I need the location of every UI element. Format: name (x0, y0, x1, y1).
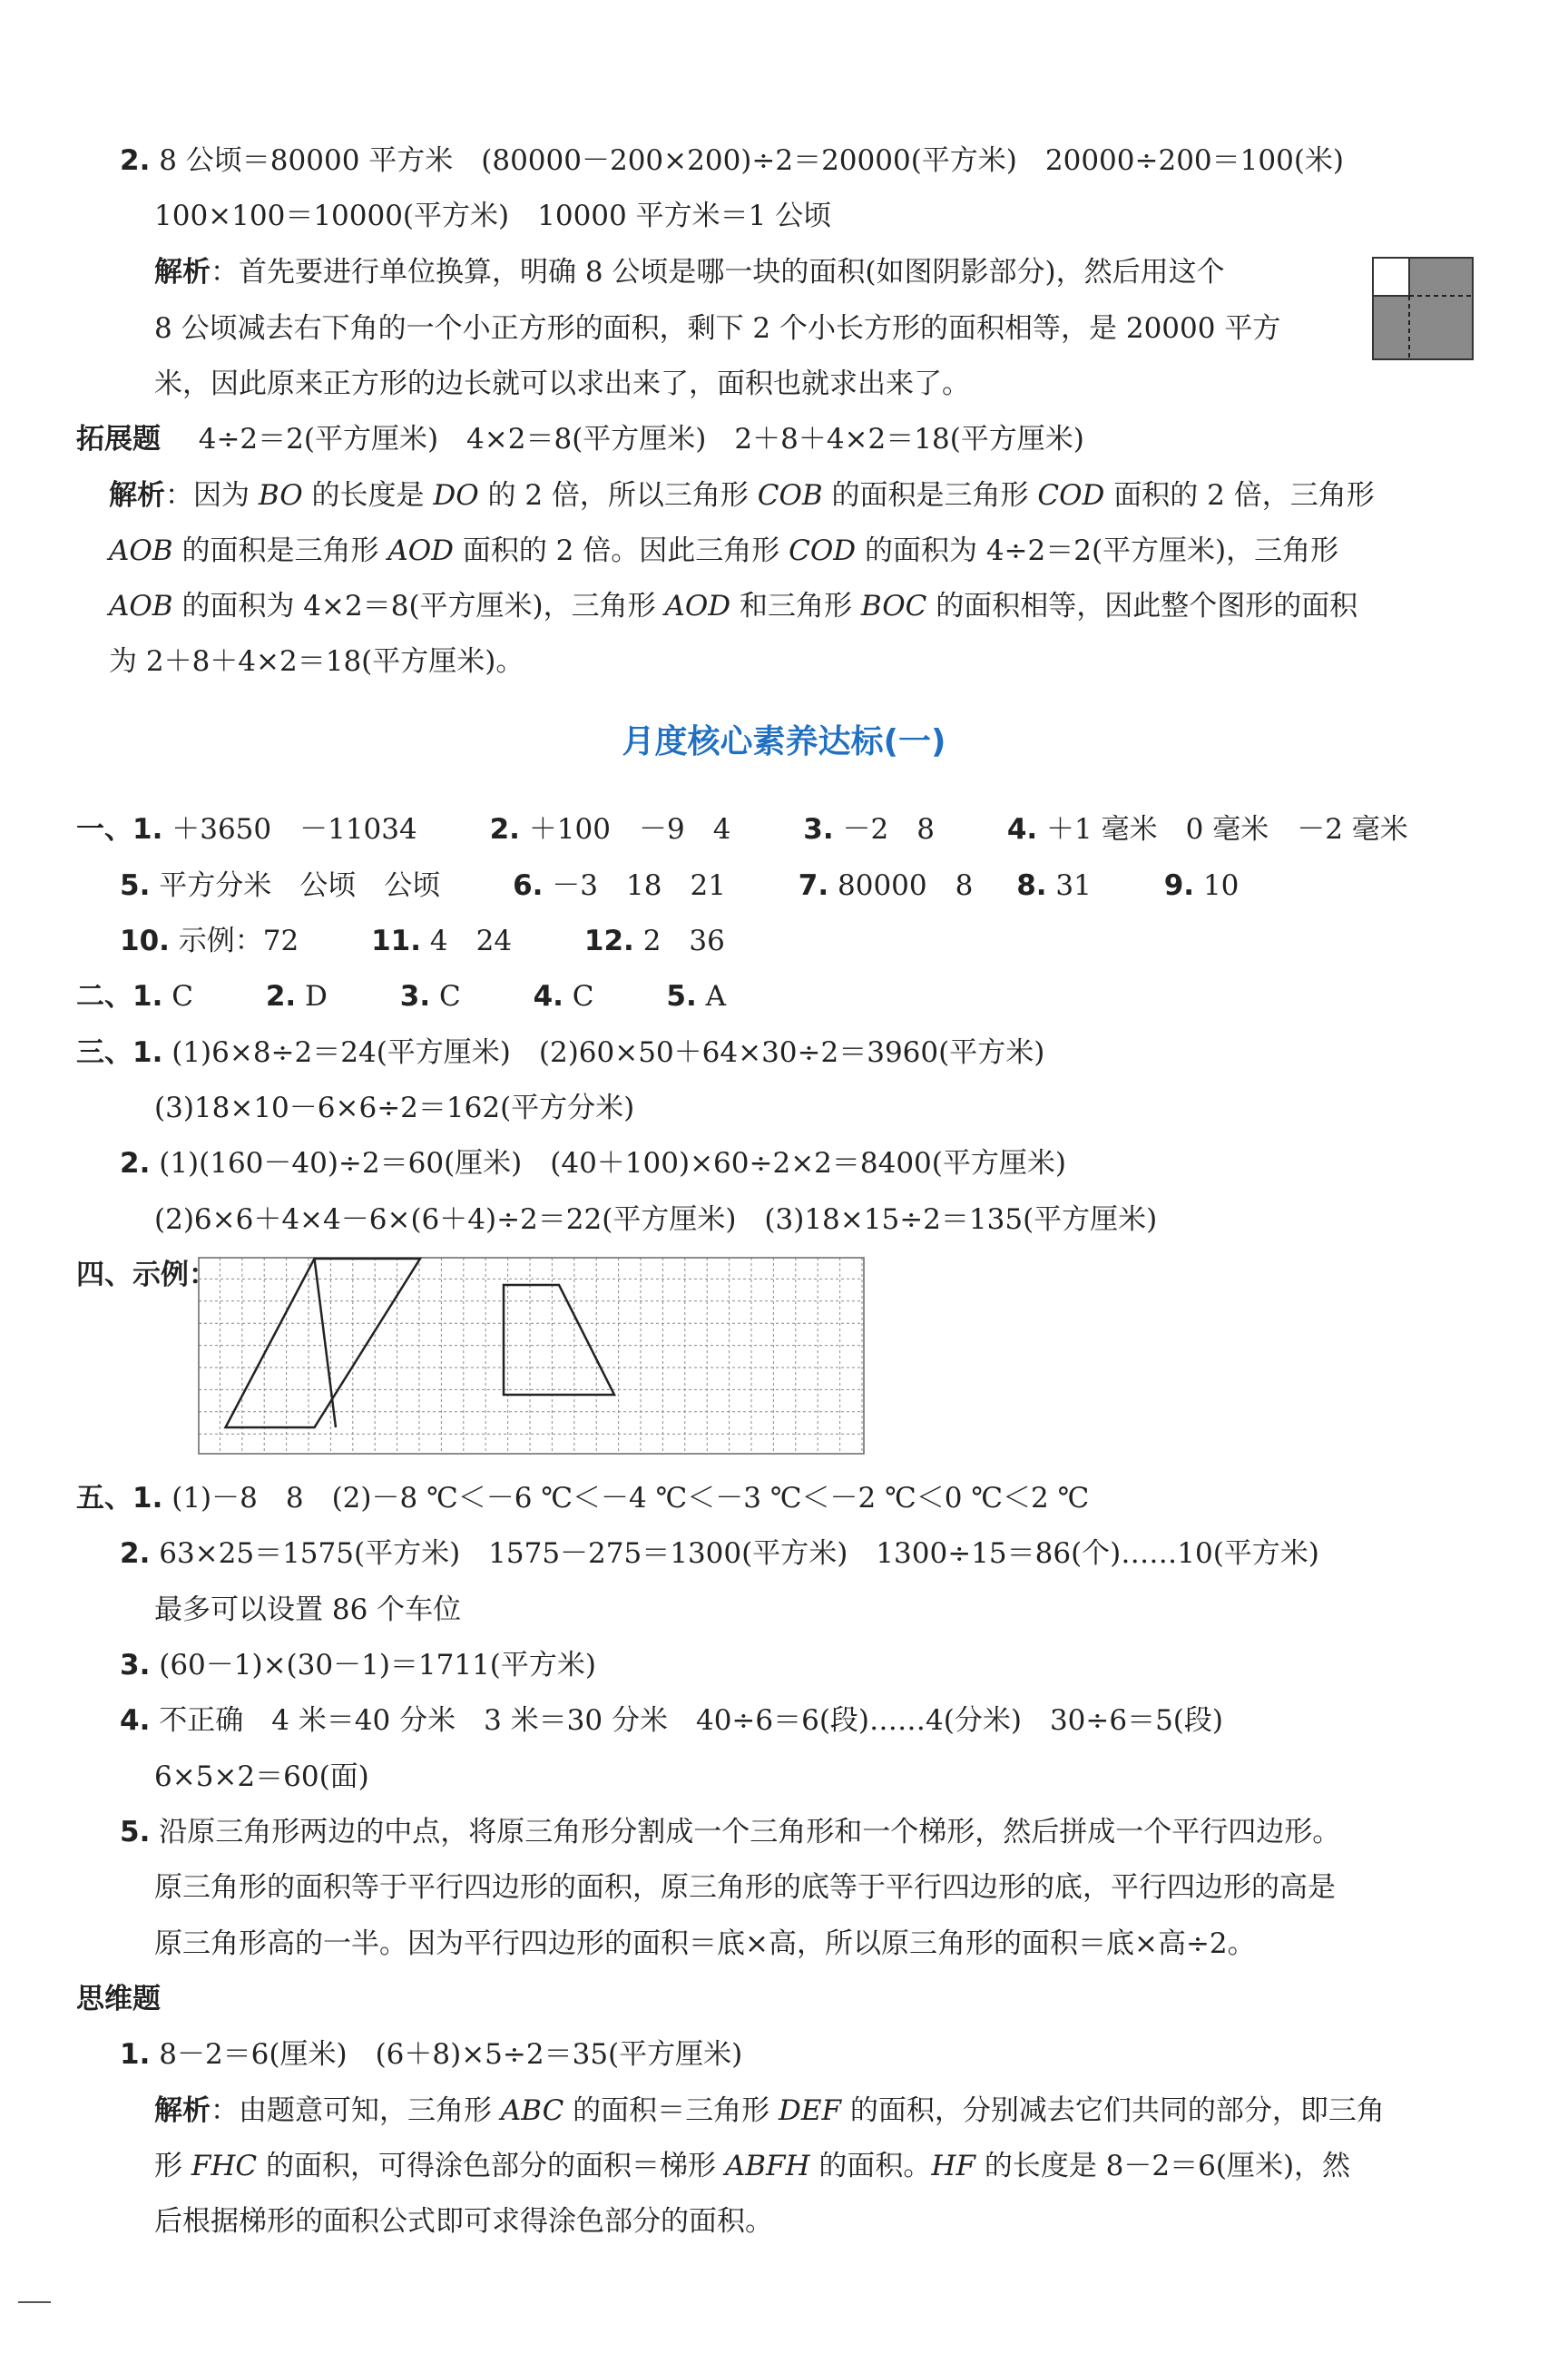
t: 和三角形 (730, 590, 861, 623)
analysis-text: 8 公顷减去右下角的一个小正方形的面积，剩下 2 个小长方形的面积相等，是 20000 平方 (154, 312, 1281, 345)
extension-analysis-1 (109, 476, 1375, 515)
var: DO (433, 479, 479, 512)
answer: C (438, 980, 461, 1013)
answer: 80000 8 (838, 869, 974, 902)
extension-question (76, 419, 1084, 459)
thinking-label: 思维题 (76, 1983, 161, 2015)
var: BO (258, 479, 303, 512)
answer: 平方分米 公顷 公顷 (159, 869, 441, 902)
thinking-line-1 (120, 2034, 742, 2074)
answer: 沿原三角形两边的中点，将原三角形分割成一个三角形和一个梯形，然后拼成一个平行四边形。 (159, 1816, 1341, 1848)
t: 的面积是三角形 (822, 479, 1038, 512)
answer: 最多可以设置 86 个车位 (154, 1593, 462, 1626)
part5-line-9 (154, 1924, 1256, 1964)
t: 的面积。 (809, 2150, 932, 2182)
t: 的面积是三角形 (172, 534, 388, 567)
answer-text: 8 公顷＝80000 平方米 (80000－200×200)÷2＝20000(平方米) 20000÷200＝100(米) (159, 144, 1345, 177)
t: 的面积，分别减去它们共同的部分，即三角 (841, 2094, 1385, 2127)
question-number: 5. (120, 1816, 151, 1848)
answer: 示例：72 (178, 925, 299, 957)
extension-answer: 4÷2＝2(平方厘米) 4×2＝8(平方厘米) 2＋8＋4×2＝18(平方厘米) (198, 423, 1084, 456)
analysis-label: 解析 (109, 479, 165, 512)
answer: ＋100 －9 4 (528, 813, 731, 846)
answer: 8－2＝6(厘米) (6＋8)×5÷2＝35(平方厘米) (159, 2038, 743, 2071)
t: 的面积，可得涂色部分的面积＝梯形 (257, 2150, 725, 2182)
analysis-line-2 (154, 309, 1280, 348)
t: 后根据梯形的面积公式即可求得涂色部分的面积。 (154, 2205, 773, 2238)
var: DEF (779, 2094, 842, 2127)
analysis-line-1 (154, 252, 1225, 292)
extension-analysis-4 (109, 642, 524, 681)
t: 的面积为 4×2＝8(平方厘米)，三角形 (172, 590, 665, 623)
answer: (1)－8 8 (2)－8 ℃＜－6 ℃＜－4 ℃＜－3 ℃＜－2 ℃＜0 ℃＜2 ℃ (172, 1482, 1090, 1515)
part-label: 二、 (76, 980, 132, 1013)
parallelogram-cut-line (315, 1259, 337, 1427)
part-label: 四、示例： (76, 1259, 217, 1291)
t: 为 2＋8＋4×2＝18(平方厘米)。 (109, 645, 524, 678)
thinking-analysis-2 (154, 2146, 1350, 2186)
analysis-line-3 (154, 364, 970, 404)
part5-line-2 (120, 1534, 1319, 1574)
part3-line-3 (120, 1143, 1066, 1183)
analysis-label: 解析 (154, 2094, 211, 2127)
answer: 31 (1055, 869, 1092, 902)
t: 面积的 2 倍。因此三角形 (453, 534, 789, 567)
thinking-analysis-1 (154, 2091, 1385, 2131)
answer: (60－1)×(30－1)＝1711(平方米) (159, 1649, 596, 1681)
t: 形 (154, 2150, 191, 2182)
question-number: 1. (132, 1036, 163, 1069)
question-number: 12. (583, 925, 634, 957)
answer: 63×25＝1575(平方米) 1575－275＝1300(平方米) 1300÷15＝86(个)……10(平方米) (159, 1537, 1319, 1570)
question-number: 2. (120, 144, 151, 177)
answer: －3 18 21 (552, 869, 726, 902)
question-number: 9. (1163, 869, 1195, 902)
part1-line-1 (76, 809, 1408, 849)
question-number: 8. (1016, 869, 1047, 902)
part5-line-7 (120, 1812, 1340, 1852)
answer: 原三角形高的一半。因为平行四边形的面积＝底×高，所以原三角形的面积＝底×高÷2。 (154, 1927, 1256, 1960)
question-number: 3. (120, 1649, 151, 1681)
var: COD (789, 534, 857, 567)
question-number: 4. (120, 1704, 151, 1737)
part5-line-5 (120, 1701, 1223, 1740)
question-number: 3. (399, 980, 431, 1013)
question-number: 4. (1006, 813, 1038, 846)
parallelogram-shape (226, 1259, 421, 1427)
var: HF (931, 2150, 975, 2182)
extension-analysis-3 (109, 586, 1357, 626)
part5-line-1 (76, 1478, 1089, 1518)
thinking-label-line (76, 1979, 161, 2019)
t: 的长度是 8－2＝6(厘米)，然 (975, 2150, 1351, 2182)
answer-text: 100×100＝10000(平方米) 10000 平方米＝1 公顷 (154, 200, 832, 232)
part5-line-3 (154, 1590, 461, 1630)
var: AOB (109, 534, 173, 567)
t: 的长度是 (302, 479, 434, 512)
answer: C (572, 980, 594, 1013)
question-number: 4. (533, 980, 564, 1013)
question-number: 6. (513, 869, 544, 902)
answer: ＋3650 －11034 (172, 813, 417, 846)
extension-analysis-2 (109, 531, 1338, 571)
section-title: 月度核心素养达标(一) (622, 723, 946, 760)
part5-line-8 (154, 1868, 1336, 1907)
question-number: 5. (120, 869, 151, 902)
analysis-text: ：首先要进行单位换算，明确 8 公顷是哪一块的面积(如图阴影部分)，然后用这个 (211, 256, 1225, 289)
grid-drawing (198, 1257, 865, 1455)
var: ABFH (724, 2150, 810, 2182)
q2-line-1 (120, 141, 1344, 181)
answer: (2)6×6＋4×4－6×(6＋4)÷2＝22(平方厘米) (3)18×15÷2＝135(平方厘米) (154, 1203, 1158, 1236)
answer: 不正确 4 米＝40 分米 3 米＝30 分米 40÷6＝6(段)……4(分米) 30÷6＝5(段) (159, 1704, 1223, 1737)
small-white-square (1373, 258, 1409, 296)
question-number: 2. (120, 1537, 151, 1570)
var: COD (1037, 479, 1105, 512)
var: BOC (860, 590, 927, 623)
question-number: 1. (132, 1482, 163, 1515)
shaded-square-figure (1372, 257, 1474, 360)
thinking-analysis-3 (154, 2201, 773, 2241)
var: AOD (387, 534, 454, 567)
part5-line-6 (154, 1757, 369, 1797)
extension-label: 拓展题 (76, 423, 161, 456)
answer: (1)(160－40)÷2＝60(厘米) (40＋100)×60÷2×2＝8400(平方厘米) (159, 1147, 1066, 1180)
answer: (3)18×10－6×6÷2＝162(平方分米) (154, 1092, 635, 1124)
var: FHC (191, 2150, 258, 2182)
part3-line-2 (154, 1088, 634, 1128)
part1-line-3 (120, 921, 725, 961)
var: AOB (109, 590, 173, 623)
answer: 6×5×2＝60(面) (154, 1760, 369, 1793)
question-number: 1. (132, 813, 163, 846)
part5-line-4 (120, 1645, 596, 1685)
answer: 原三角形的面积等于平行四边形的面积，原三角形的底等于平行四边形的底，平行四边形的高是 (154, 1871, 1336, 1904)
part4-label (76, 1255, 217, 1295)
answer: D (305, 980, 328, 1013)
part1-line-2 (120, 866, 1239, 906)
question-number: 2. (120, 1147, 151, 1180)
answer: C (172, 980, 193, 1013)
question-number: 1. (132, 980, 163, 1013)
part-label: 三、 (76, 1036, 132, 1069)
var: COB (757, 479, 823, 512)
t: 的面积相等，因此整个图形的面积 (926, 590, 1358, 623)
part3-line-1 (76, 1033, 1044, 1073)
t: 的 2 倍，所以三角形 (478, 479, 758, 512)
part-label: 五、 (76, 1482, 132, 1515)
answer: 10 (1202, 869, 1240, 902)
answer: 2 36 (642, 925, 725, 957)
t: ：由题意可知，三角形 (211, 2094, 501, 2127)
t: 的面积＝三角形 (564, 2094, 779, 2127)
question-number: 2. (265, 980, 297, 1013)
answer: －2 8 (842, 813, 935, 846)
question-number: 11. (371, 925, 422, 957)
q2-line-2 (154, 196, 831, 236)
question-number: 7. (798, 869, 829, 902)
part-label: 一、 (76, 813, 132, 846)
question-number: 1. (120, 2038, 151, 2071)
answer: ＋1 毫米 0 毫米 －2 毫米 (1046, 813, 1408, 846)
analysis-label: 解析 (154, 256, 211, 289)
answer: A (705, 980, 726, 1013)
t: 的面积为 4÷2＝2(平方厘米)，三角形 (856, 534, 1339, 567)
question-number: 10. (120, 925, 170, 957)
t: 面积的 2 倍，三角形 (1104, 479, 1375, 512)
question-number: 2. (489, 813, 520, 846)
question-number: 3. (803, 813, 834, 846)
t: ：因为 (165, 479, 259, 512)
answer: 4 24 (429, 925, 513, 957)
analysis-text: 米，因此原来正方形的边长就可以求出来了，面积也就求出来了。 (154, 368, 970, 400)
answer: (1)6×8÷2＝24(平方厘米) (2)60×50＋64×30÷2＝3960(平方米) (172, 1036, 1045, 1069)
var: AOD (664, 590, 731, 623)
part2-line (76, 976, 726, 1016)
var: ABC (500, 2094, 564, 2127)
part3-line-4 (154, 1200, 1157, 1240)
question-number: 5. (666, 980, 697, 1013)
page-footer-rule (18, 2301, 51, 2303)
